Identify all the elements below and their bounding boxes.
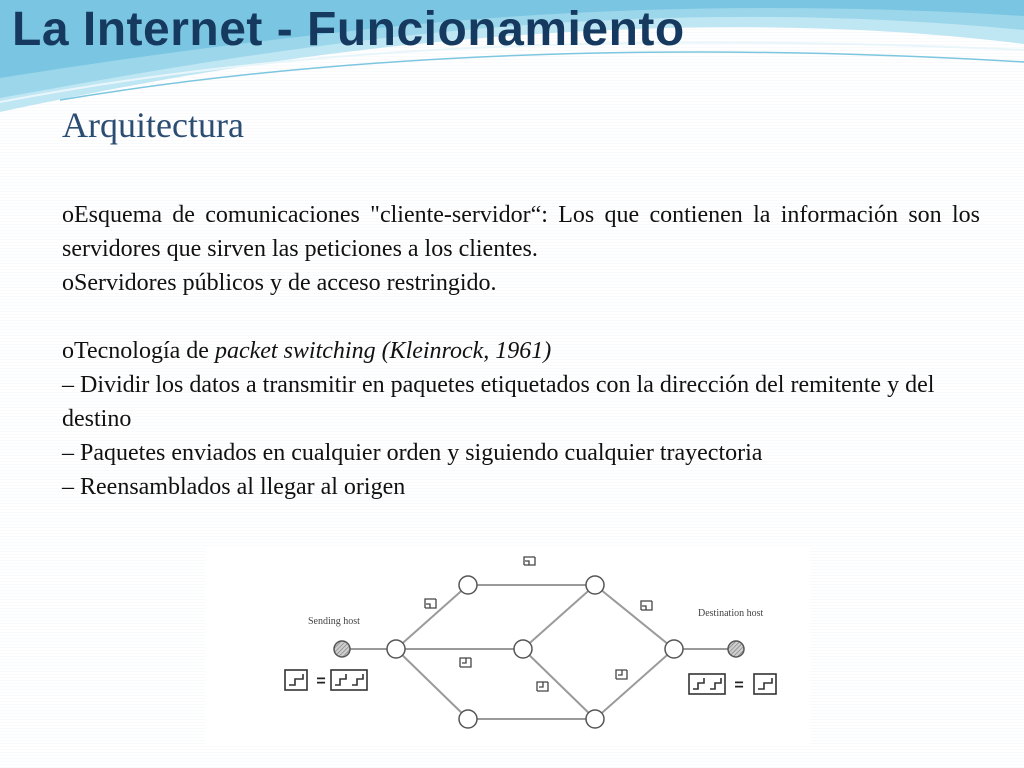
packet-icon-step xyxy=(618,670,622,675)
link-r1-r4 xyxy=(396,649,468,719)
message-step-icon xyxy=(758,678,772,689)
bullet-italic-text: packet switching (Kleinrock, 1961) xyxy=(214,338,552,364)
link-r1-r2 xyxy=(396,585,468,649)
message-block-icon xyxy=(754,674,776,694)
slide-body xyxy=(62,198,980,504)
link-r6-r7 xyxy=(595,649,674,719)
sending-equals-sign: = xyxy=(316,673,326,690)
link-r3-r6 xyxy=(523,649,595,719)
bullet-marker: o xyxy=(62,202,74,228)
sending-host-node xyxy=(334,641,350,657)
slide-subtitle: Arquitectura xyxy=(62,105,244,145)
packet-icon-step xyxy=(462,658,466,663)
packets-block-icon xyxy=(689,674,725,694)
router-node xyxy=(387,640,405,658)
router-node xyxy=(586,710,604,728)
bullet-item xyxy=(62,334,980,368)
bullet-item xyxy=(62,266,980,300)
router-node xyxy=(665,640,683,658)
link-r5-r7 xyxy=(595,585,674,649)
sending-host-label: Sending host xyxy=(308,616,360,627)
dash-item: – Paquetes enviados en cualquier orden y siguiendo cualquier trayectoria xyxy=(62,440,763,466)
destination-host-label: Destination host xyxy=(698,608,764,619)
dash-item: – Dividir los datos a transmitir en paquetes etiquetados con la dirección del remitente y del destino xyxy=(62,372,935,432)
bullet-text: Servidores públicos y de acceso restringido. xyxy=(74,270,497,296)
network-diagram-svg xyxy=(205,548,810,746)
slide-title: La Internet - Funcionamiento xyxy=(12,3,685,56)
bullet-text: Esquema de comunicaciones "cliente-servidor“: Los que contienen la información son los servidores que sirven las peticiones a los clientes. xyxy=(62,202,980,262)
bullet-text: Tecnología de xyxy=(74,338,215,364)
destination-message-icons xyxy=(689,674,776,694)
packet-switching-diagram xyxy=(205,548,810,746)
router-node xyxy=(514,640,532,658)
link-r3-r5 xyxy=(523,585,595,649)
dash-item: – Reensamblados al llegar al origen xyxy=(62,474,406,500)
destination-host-node xyxy=(728,641,744,657)
sending-message-icons xyxy=(285,670,367,690)
spacer xyxy=(62,300,980,334)
bullet-marker: o xyxy=(62,338,74,364)
packets-step-icon xyxy=(335,674,363,685)
bullet-item xyxy=(62,198,980,266)
router-node xyxy=(459,576,477,594)
router-node xyxy=(459,710,477,728)
bullet-marker: o xyxy=(62,270,74,296)
packet-icon-step xyxy=(539,682,543,687)
message-step-icon xyxy=(289,674,303,685)
packets-block-icon xyxy=(331,670,367,690)
destination-equals-sign: = xyxy=(734,677,744,694)
router-node xyxy=(586,576,604,594)
message-block-icon xyxy=(285,670,307,690)
packets-step-icon xyxy=(693,678,721,689)
packet-icons xyxy=(425,557,652,691)
